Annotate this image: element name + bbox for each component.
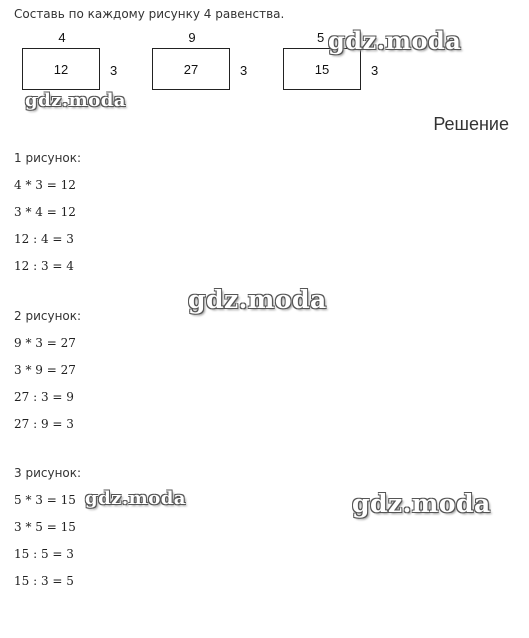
figure-top-label: 9	[188, 30, 196, 45]
equation: 3 * 4 = 12	[14, 205, 76, 219]
watermark: gdz.moda	[25, 90, 126, 111]
figure-side-label: 3	[240, 63, 248, 78]
solution-group-3	[14, 465, 81, 600]
group-heading: 2 рисунок:	[14, 309, 82, 323]
equation: 27 : 9 = 3	[14, 417, 74, 431]
task-text: Составь по каждому рисунку 4 равенства.	[14, 7, 285, 21]
equation: 5 * 3 = 15	[14, 493, 76, 507]
watermark: gdz.moda	[188, 285, 327, 314]
figure-side-label: 3	[371, 63, 379, 78]
figure-side-label: 3	[110, 63, 118, 78]
equation: 3 * 9 = 27	[14, 363, 76, 377]
solution-group-2	[14, 308, 81, 443]
group-heading: 3 рисунок:	[14, 466, 82, 480]
watermark: gdz.moda	[352, 489, 491, 518]
solution-group-1	[14, 150, 81, 285]
figure-rectangle: 15	[283, 48, 361, 90]
figure-rectangle: 27	[152, 48, 230, 90]
equation: 9 * 3 = 27	[14, 336, 76, 350]
figure-rectangle: 12	[22, 48, 100, 90]
group-heading: 1 рисунок:	[14, 151, 82, 165]
solution-title: Решение	[433, 114, 509, 134]
watermark: gdz.moda	[85, 488, 186, 509]
equation: 27 : 3 = 9	[14, 390, 74, 404]
figure-top-label: 4	[58, 30, 66, 45]
equation: 4 * 3 = 12	[14, 178, 76, 192]
equation: 15 : 3 = 5	[14, 574, 74, 588]
watermark: gdz.moda	[328, 26, 462, 55]
equation: 15 : 5 = 3	[14, 547, 74, 561]
figure-top-label: 5	[317, 30, 325, 45]
figure-2	[152, 30, 272, 100]
equation: 12 : 3 = 4	[14, 259, 74, 273]
equation: 12 : 4 = 3	[14, 232, 74, 246]
equation: 3 * 5 = 15	[14, 520, 76, 534]
